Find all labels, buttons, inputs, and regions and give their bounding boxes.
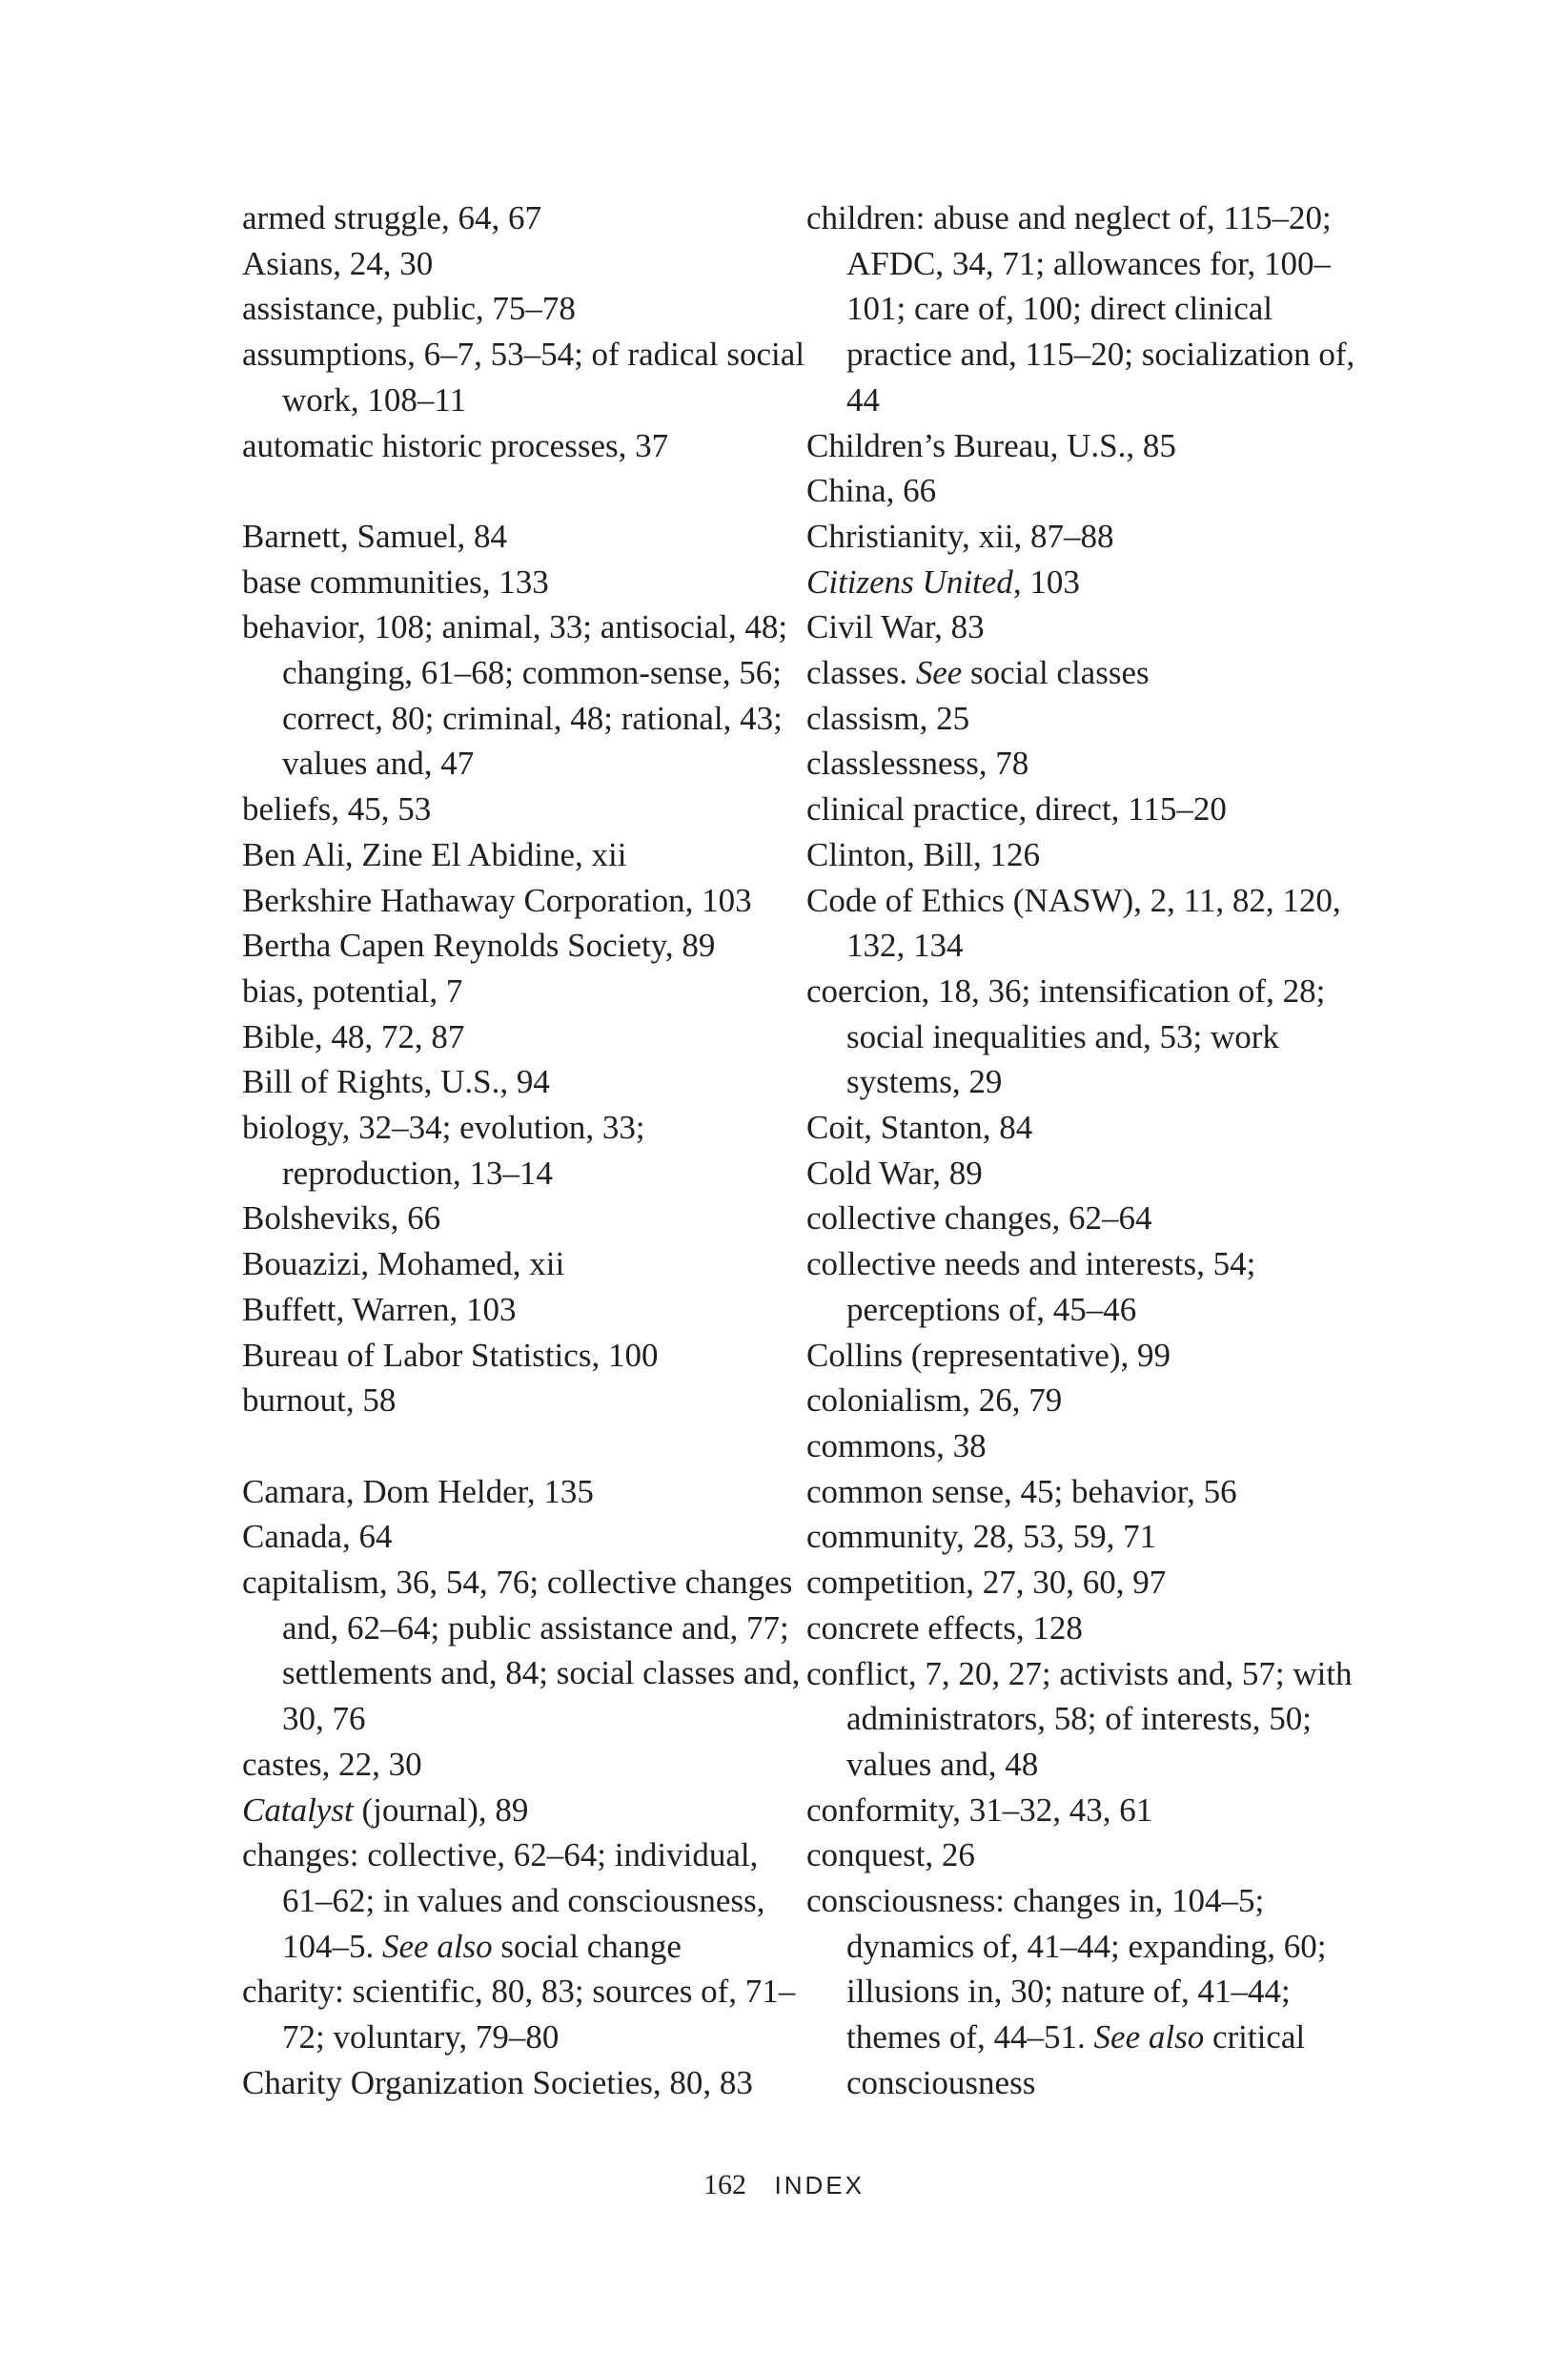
index-entry — [806, 969, 1378, 1105]
index-entry — [242, 560, 814, 605]
index-entry — [242, 1287, 814, 1333]
index-entry — [806, 787, 1378, 832]
entry-text: Ben Ali, Zine El Abidine, xii — [242, 835, 627, 873]
index-entry — [806, 1832, 1378, 1878]
entry-text: Bureau of Labor Statistics, 100 — [242, 1336, 659, 1374]
index-entry — [242, 1241, 814, 1287]
index-entry — [242, 969, 814, 1014]
entry-text: conquest, 26 — [806, 1836, 975, 1874]
cross-reference-target: social change — [492, 1927, 682, 1965]
index-entry — [806, 423, 1378, 469]
index-entry — [806, 1105, 1378, 1151]
entry-text: Civil War, 83 — [806, 608, 985, 646]
entry-text: community, 28, 53, 59, 71 — [806, 1518, 1157, 1556]
entry-text: Christianity, xii, 87–88 — [806, 517, 1114, 555]
page-number: 162 — [703, 2169, 747, 2200]
entry-text: commons, 38 — [806, 1426, 987, 1464]
entry-text: collective changes, 62–64 — [806, 1199, 1152, 1238]
entry-text: (journal), 89 — [353, 1790, 529, 1829]
entry-text: Clinton, Bill, 126 — [806, 835, 1041, 873]
index-entry — [242, 878, 814, 924]
cross-reference-target: critical consciousness — [846, 2018, 1306, 2101]
index-entry — [806, 514, 1378, 560]
entry-text: Bertha Capen Reynolds Society, 89 — [242, 927, 716, 965]
index-entry — [806, 1606, 1378, 1651]
index-entry — [806, 604, 1378, 650]
entry-text: bias, potential, 7 — [242, 972, 463, 1010]
index-entry — [242, 923, 814, 969]
entry-text: charity: scientific, 80, 83; sources of, 71–72; voluntary, 79–80 — [242, 1973, 796, 2056]
index-entry — [242, 1514, 814, 1560]
cross-reference: See also — [1093, 2018, 1205, 2056]
entry-text: conformity, 31–32, 43, 61 — [806, 1790, 1153, 1829]
italic-title: Citizens United — [806, 563, 1013, 601]
index-entry — [242, 286, 814, 332]
entry-text: concrete effects, 128 — [806, 1608, 1083, 1647]
entry-text: Code of Ethics (NASW), 2, 11, 82, 120, 132, 134 — [806, 881, 1341, 965]
index-entry — [806, 696, 1378, 742]
entry-text: competition, 27, 30, 60, 97 — [806, 1564, 1167, 1602]
letter-group-gap — [242, 468, 814, 514]
entry-text: coercion, 18, 36; intensification of, 28; social inequalities and, 53; work systems, 29 — [806, 972, 1326, 1101]
entry-text: Berkshire Hathaway Corporation, 103 — [242, 881, 752, 919]
entry-text: Asians, 24, 30 — [242, 244, 434, 282]
entry-text: common sense, 45; behavior, 56 — [806, 1472, 1237, 1510]
entry-text: assumptions, 6–7, 53–54; of radical social work, 108–11 — [242, 336, 805, 419]
index-entry — [242, 1832, 814, 1969]
entry-text: castes, 22, 30 — [242, 1745, 422, 1783]
index-entry — [806, 1378, 1378, 1423]
entry-text: changes: collective, 62–64; individual, 61–62; in values and consciousness, 104–5. — [242, 1836, 765, 1965]
entry-text: Charity Organization Societies, 80, 83 — [242, 2063, 753, 2101]
cross-reference: See also — [382, 1927, 493, 1965]
entry-text: Buffett, Warren, 103 — [242, 1290, 517, 1328]
index-entry — [242, 1469, 814, 1515]
entry-text: Coit, Stanton, 84 — [806, 1109, 1033, 1147]
index-entry — [242, 1969, 814, 2059]
entry-text: Canada, 64 — [242, 1518, 393, 1556]
entry-text: Cold War, 89 — [806, 1154, 983, 1192]
index-entry — [806, 468, 1378, 514]
index-entry — [242, 604, 814, 787]
entry-text: Camara, Dom Helder, 135 — [242, 1472, 594, 1510]
index-entry — [806, 1151, 1378, 1197]
entry-text: Bouazizi, Mohamed, xii — [242, 1245, 565, 1283]
entry-text: clinical practice, direct, 115–20 — [806, 790, 1227, 829]
index-entry — [242, 1333, 814, 1379]
entry-text: consciousness: changes in, 104–5; dynamics of, 41–44; expanding, 60; illusions in, 30; nature of, 41–44; themes of, 44–51. — [806, 1882, 1327, 2056]
index-entry — [242, 1378, 814, 1423]
entry-text: Barnett, Samuel, 84 — [242, 517, 508, 555]
index-column-left — [242, 195, 814, 2106]
entry-text: automatic historic processes, 37 — [242, 426, 669, 464]
index-entry — [242, 241, 814, 287]
entry-text: China, 66 — [806, 472, 937, 510]
entry-text: assistance, public, 75–78 — [242, 290, 576, 328]
entry-text: burnout, 58 — [242, 1381, 397, 1420]
index-entry — [242, 1742, 814, 1788]
index-entry — [242, 332, 814, 422]
index-entry — [806, 1788, 1378, 1833]
index-entry — [242, 1105, 814, 1196]
index-entry — [806, 832, 1378, 878]
entry-text: Bible, 48, 72, 87 — [242, 1017, 465, 1055]
index-entry — [806, 1514, 1378, 1560]
index-entry — [806, 1651, 1378, 1788]
index-entry — [242, 2060, 814, 2106]
letter-group-gap — [242, 1423, 814, 1469]
entry-text: beliefs, 45, 53 — [242, 790, 432, 829]
entry-text: capitalism, 36, 54, 76; collective changes and, 62–64; public assistance and, 77; settlements and, 84; social classes and, 30, 76 — [242, 1564, 801, 1738]
index-entry — [806, 1333, 1378, 1379]
entry-text: conflict, 7, 20, 27; activists and, 57; with administrators, 58; of interests, 50; values and, 48 — [806, 1654, 1353, 1783]
entry-text: classlessness, 78 — [806, 745, 1029, 783]
index-entry — [806, 1560, 1378, 1606]
entry-text: behavior, 108; animal, 33; antisocial, 48; changing, 61–68; common-sense, 56; correct, 80; criminal, 48; rational, 43; values and, 47 — [242, 608, 788, 783]
entry-text: Children’s Bureau, U.S., 85 — [806, 426, 1176, 464]
index-entry — [242, 1014, 814, 1060]
entry-text: armed struggle, 64, 67 — [242, 199, 541, 236]
running-head-label: INDEX — [774, 2171, 865, 2200]
entry-text: colonialism, 26, 79 — [806, 1381, 1063, 1420]
index-entry — [806, 1196, 1378, 1241]
index-entry — [806, 560, 1378, 605]
entry-text: classism, 25 — [806, 699, 970, 737]
index-entry — [242, 514, 814, 560]
index-entry — [806, 650, 1378, 696]
entry-text: collective needs and interests, 54; perceptions of, 45–46 — [806, 1245, 1256, 1328]
index-entry — [806, 1241, 1378, 1332]
entry-text: , 103 — [1012, 563, 1080, 601]
index-entry — [242, 1560, 814, 1742]
index-entry — [242, 832, 814, 878]
index-entry — [806, 1423, 1378, 1469]
index-entry — [806, 1469, 1378, 1515]
cross-reference: See — [915, 654, 963, 692]
entry-text: Collins (representative), 99 — [806, 1336, 1171, 1374]
index-entry — [806, 195, 1378, 423]
page-footer — [0, 2166, 1568, 2204]
index-entry — [242, 1196, 814, 1241]
entry-text: biology, 32–34; evolution, 33; reproduction, 13–14 — [242, 1109, 645, 1192]
index-entry — [242, 423, 814, 469]
index-entry — [242, 1788, 814, 1833]
index-entry — [242, 1059, 814, 1105]
cross-reference-target: social classes — [962, 654, 1150, 692]
index-entry — [242, 787, 814, 832]
index-entry — [806, 1878, 1378, 2106]
index-entry — [806, 878, 1378, 969]
index-entry — [806, 741, 1378, 787]
index-column-right — [806, 195, 1378, 2106]
entry-text: Bill of Rights, U.S., 94 — [242, 1063, 550, 1101]
entry-text: Bolsheviks, 66 — [242, 1199, 441, 1238]
entry-text: children: abuse and neglect of, 115–20; AFDC, 34, 71; allowances for, 100–101; care of, 100; direct clinical practice and, 115–20; socialization of, 44 — [806, 199, 1355, 419]
entry-text: classes. — [806, 654, 916, 692]
entry-text: base communities, 133 — [242, 563, 549, 601]
index-entry — [242, 195, 814, 241]
italic-title: Catalyst — [242, 1790, 354, 1829]
